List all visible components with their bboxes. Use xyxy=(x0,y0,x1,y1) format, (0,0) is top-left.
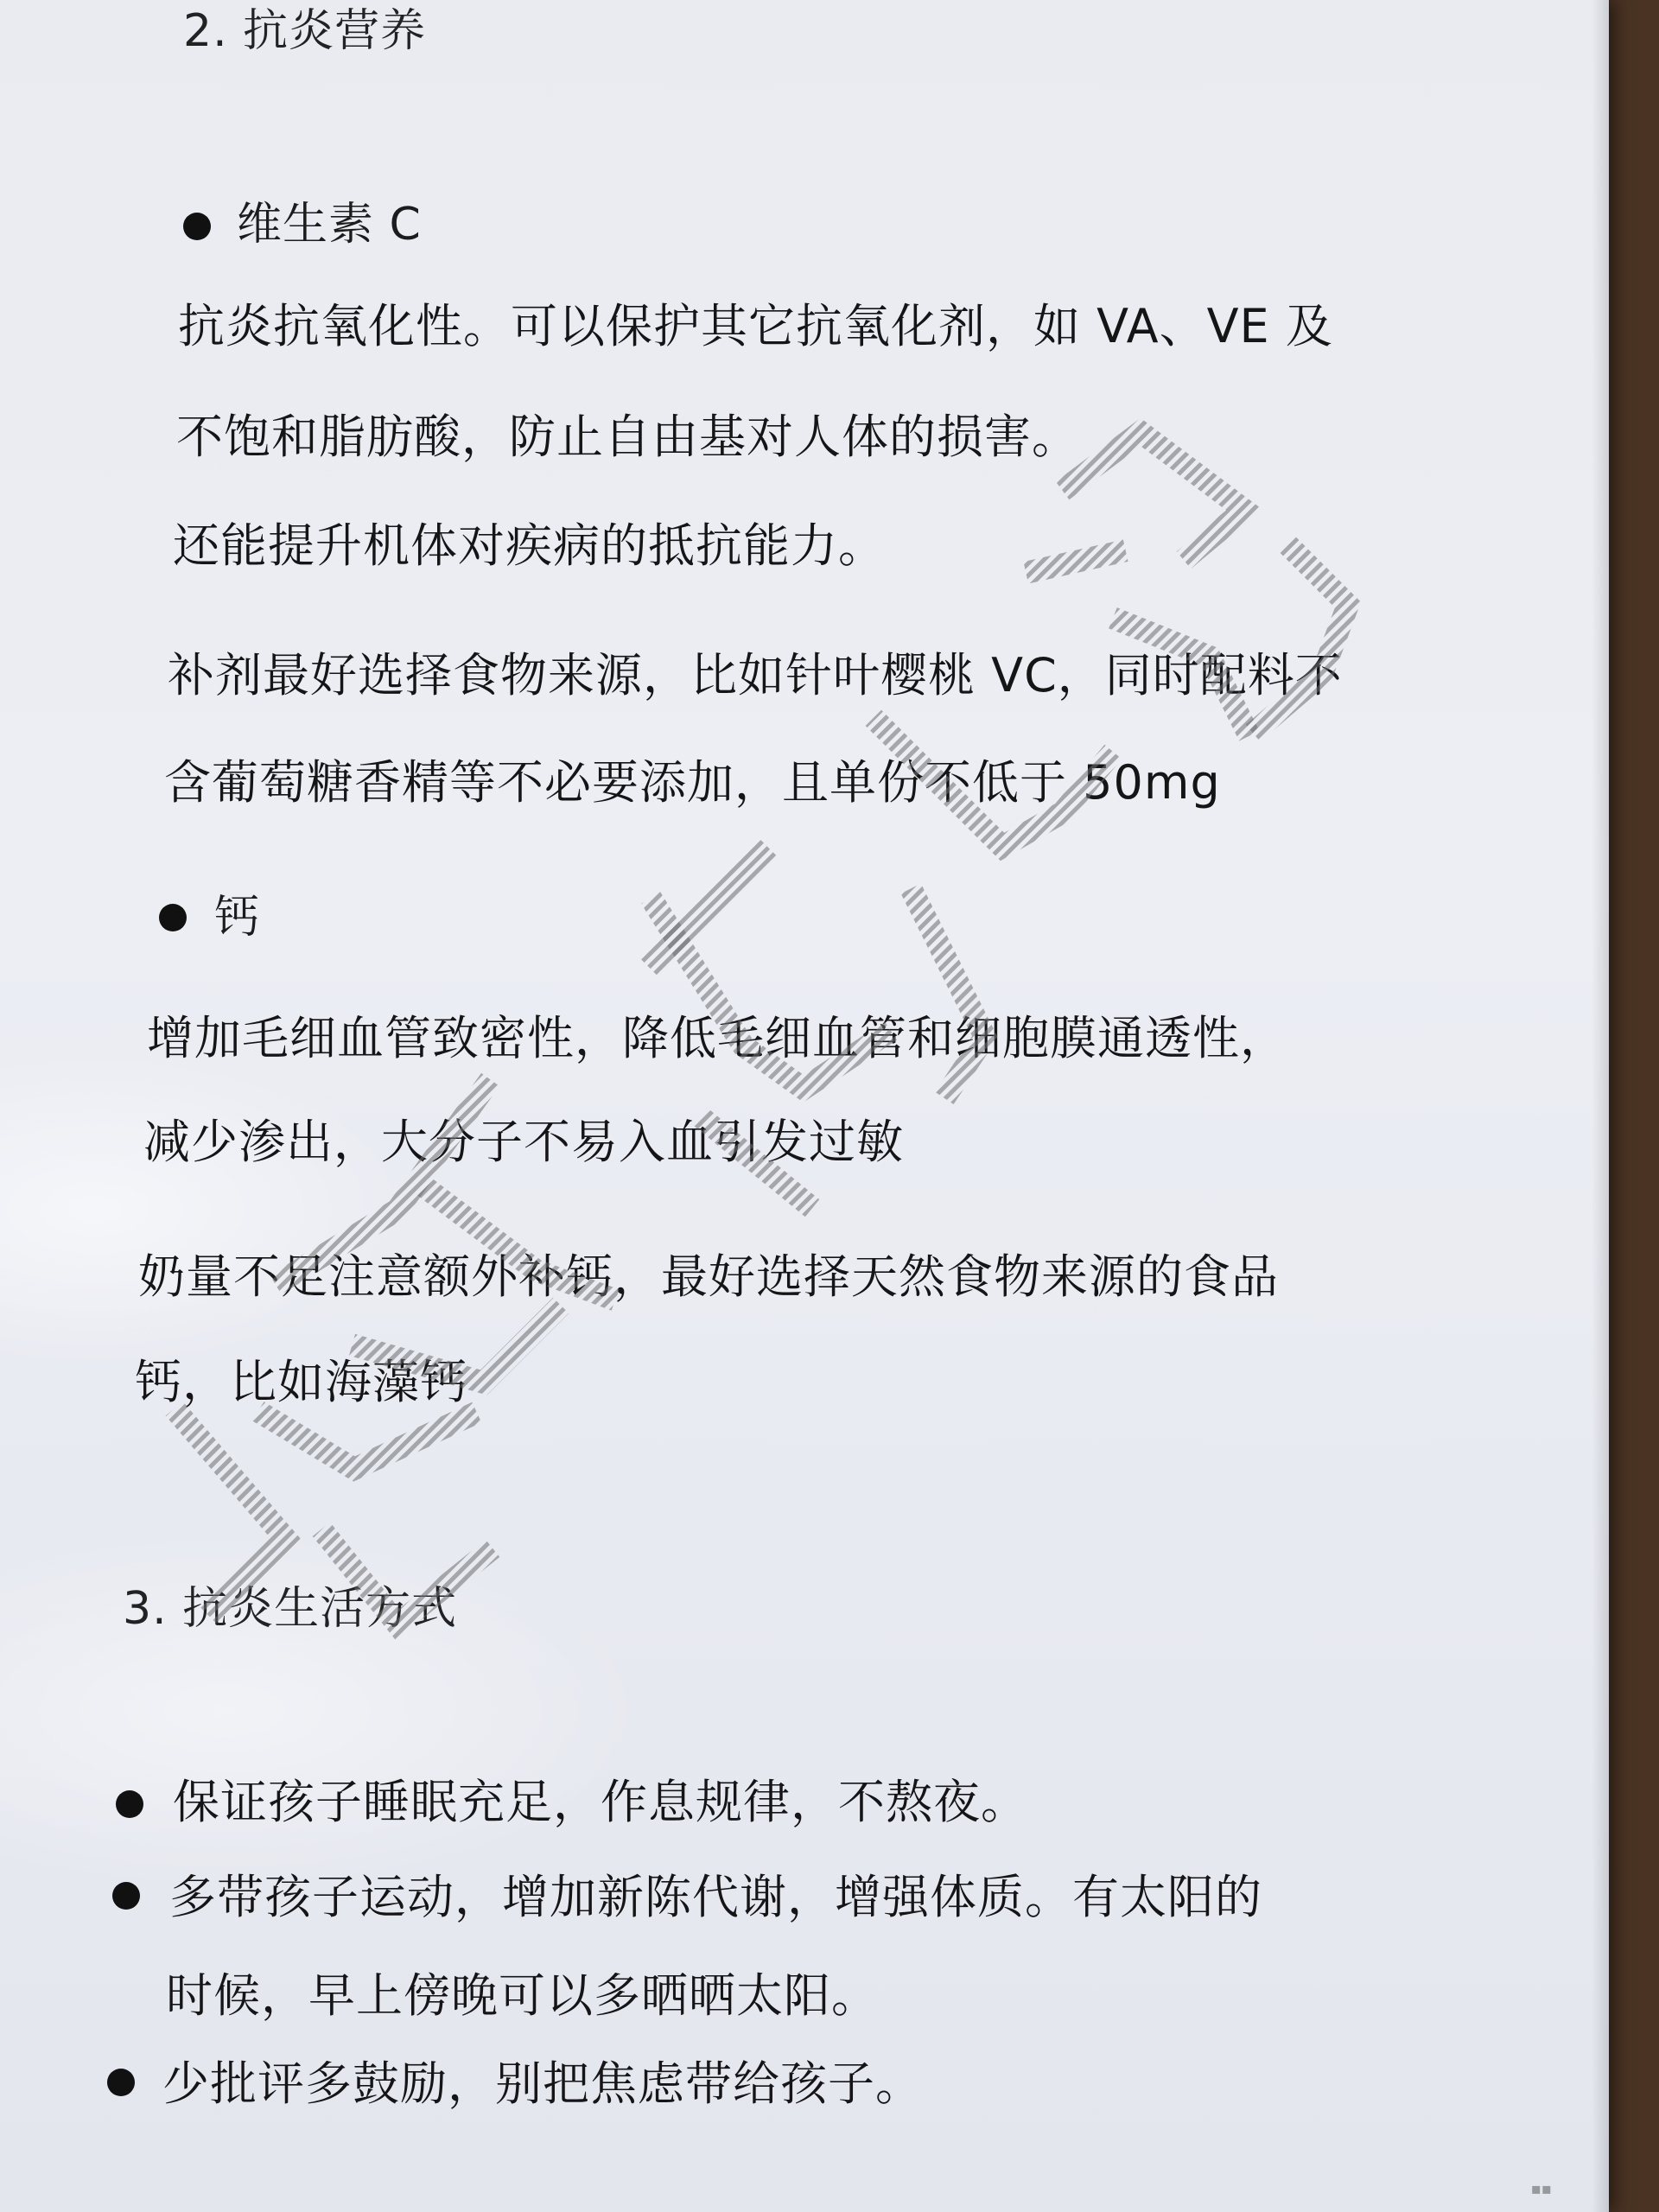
vitamin-c-line: 不饱和脂肪酸，防止自由基对人体的损害。 xyxy=(176,410,1079,464)
lifestyle-item: 保证孩子睡眠充足，作息规律，不熬夜。 xyxy=(173,1775,1028,1829)
section-2-heading: 2. 抗炎营养 xyxy=(183,5,427,57)
vitamin-c-line: 含葡萄糖香精等不必要添加，且单份不低于 50mg xyxy=(164,755,1221,810)
bullet-icon xyxy=(183,213,211,240)
bullet-icon xyxy=(107,2069,135,2096)
bullet-icon xyxy=(116,1790,143,1818)
vitamin-c-line: 抗炎抗氧化性。可以保护其它抗氧化剂，如 VA、VE 及 xyxy=(178,299,1333,353)
bullet-icon xyxy=(159,904,187,931)
calcium-line: 增加毛细血管致密性，降低毛细血管和细胞膜通透性， xyxy=(147,1011,1287,1065)
lifestyle-item: 多带孩子运动，增加新陈代谢，增强体质。有太阳的 xyxy=(169,1870,1262,1924)
calcium-title: 钙 xyxy=(214,892,261,944)
section-3-heading: 3. 抗炎生活方式 xyxy=(123,1583,458,1635)
calcium-line: 减少渗出，大分子不易入血引发过敏 xyxy=(143,1115,904,1169)
calcium-line: 奶量不足注意额外补钙，最好选择天然食物来源的食品 xyxy=(138,1249,1279,1304)
lifestyle-item-continued: 时候，早上傍晚可以多晒晒太阳。 xyxy=(166,1968,879,2023)
vitamin-c-line: 还能提升机体对疾病的抵抗能力。 xyxy=(173,518,886,573)
corner-logo: ▪▪ xyxy=(1530,2180,1552,2198)
vitamin-c-title: 维生素 C xyxy=(237,199,422,251)
calcium-line: 钙，比如海藻钙 xyxy=(135,1355,467,1409)
lifestyle-item: 少批评多鼓励，别把焦虑带给孩子。 xyxy=(162,2056,923,2111)
vitamin-c-line: 补剂最好选择食物来源，比如针叶樱桃 VC，同时配料不 xyxy=(168,648,1343,702)
bullet-icon xyxy=(112,1882,140,1910)
